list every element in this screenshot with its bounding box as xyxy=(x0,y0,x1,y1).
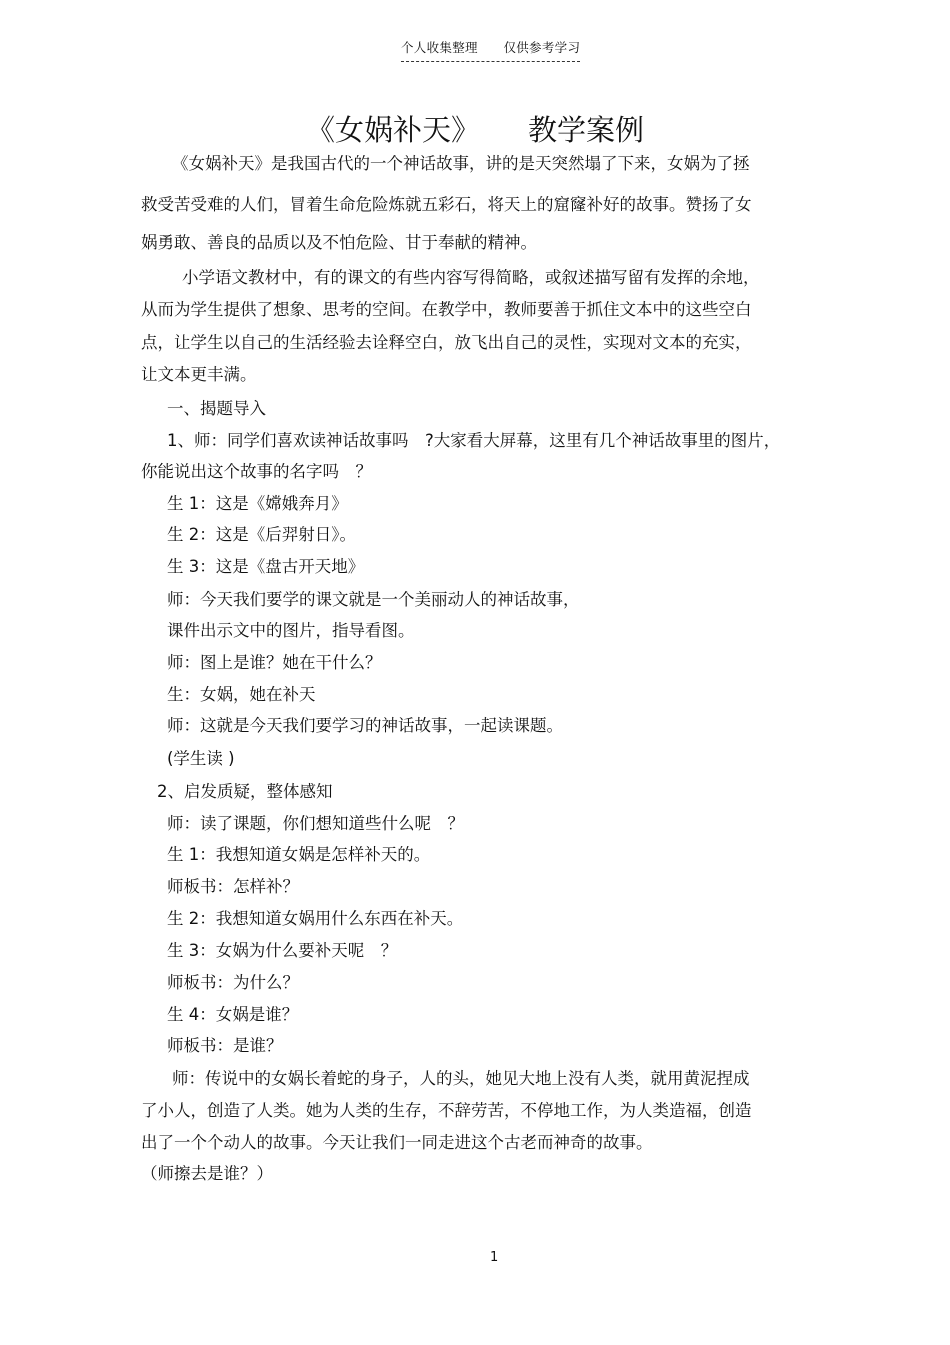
body-line: 娲勇敢、善良的品质以及不怕危险、甘于奉献的精神。 xyxy=(141,233,537,252)
dialogue-line: 生 2：这是《后羿射日》。 xyxy=(167,525,356,544)
dialogue-line: 师板书：怎样补？ xyxy=(167,877,299,896)
title-suffix: 教学案例 xyxy=(528,113,645,147)
dialogue-line: (学生读 ) xyxy=(167,749,235,768)
header-left-text: 个人收集整理 xyxy=(401,40,478,55)
body-line: 点，让学生以自己的生活经验去诠释空白，放飞出自己的灵性，实现对文本的充实， xyxy=(141,333,752,352)
header-right-text: 仅供参考学习 xyxy=(503,40,581,55)
dialogue-line: 师板书：为什么？ xyxy=(167,973,299,992)
dialogue-line: 生：女娲，她在补天 xyxy=(167,685,316,704)
dialogue-line: 师板书：是谁？ xyxy=(167,1036,283,1055)
page-header xyxy=(401,38,580,62)
dialogue-line: 师：今天我们要学的课文就是一个美丽动人的神话故事， xyxy=(167,590,580,609)
document-title xyxy=(0,108,950,149)
body-line: 师：传说中的女娲长着蛇的身子，人的头，她见大地上没有人类，就用黄泥捏成 xyxy=(172,1069,750,1088)
section-heading: 一、揭题导入 xyxy=(167,399,266,418)
body-line: 从而为学生提供了想象、思考的空间。在教学中，教师要善于抓住文本中的这些空白 xyxy=(141,300,752,319)
dialogue-line: 课件出示文中的图片，指导看图。 xyxy=(167,621,415,640)
body-line: 《女娲补天》是我国古代的一个神话故事，讲的是天突然塌了下来，女娲为了拯 xyxy=(172,154,750,173)
body-line: （师擦去是谁？） xyxy=(141,1164,273,1183)
body-line: 你能说出这个故事的名字吗 ？ xyxy=(141,462,372,481)
body-line: 小学语文教材中，有的课文的有些内容写得简略，或叙述描写留有发挥的余地， xyxy=(182,268,760,287)
body-line: 出了一个个动人的故事。今天让我们一同走进这个古老而神奇的故事。 xyxy=(141,1133,653,1152)
body-line: 了小人，创造了人类。她为人类的生存，不辞劳苦，不停地工作，为人类造福，创造 xyxy=(141,1101,752,1120)
title-book-name: 《女娲补天》 xyxy=(305,113,480,147)
dialogue-line: 生 1：我想知道女娲是怎样补天的。 xyxy=(167,845,431,864)
dialogue-line: 生 2：我想知道女娲用什么东西在补天。 xyxy=(167,909,464,928)
dialogue-line: 生 3：女娲为什么要补天呢 ？ xyxy=(167,941,398,960)
body-line: 救受苦受难的人们，冒着生命危险炼就五彩石，将天上的窟窿补好的故事。赞扬了女 xyxy=(141,195,752,214)
dialogue-line: 师：读了课题，你们想知道些什么呢 ？ xyxy=(167,814,464,833)
body-line: 1、师：同学们喜欢读神话故事吗 ?大家看大屏幕，这里有几个神话故事里的图片， xyxy=(167,431,781,450)
dialogue-line: 生 4：女娲是谁？ xyxy=(167,1005,299,1024)
page-number: 1 xyxy=(490,1250,499,1265)
body-line: 让文本更丰满。 xyxy=(141,365,257,384)
section-heading: 2、启发质疑，整体感知 xyxy=(157,782,333,801)
dialogue-line: 师：这就是今天我们要学习的神话故事，一起读课题。 xyxy=(167,716,563,735)
dialogue-line: 生 3：这是《盘古开天地》 xyxy=(167,557,365,576)
dialogue-line: 师：图上是谁？她在干什么？ xyxy=(167,653,382,672)
dialogue-line: 生 1：这是《嫦娥奔月》 xyxy=(167,494,348,513)
